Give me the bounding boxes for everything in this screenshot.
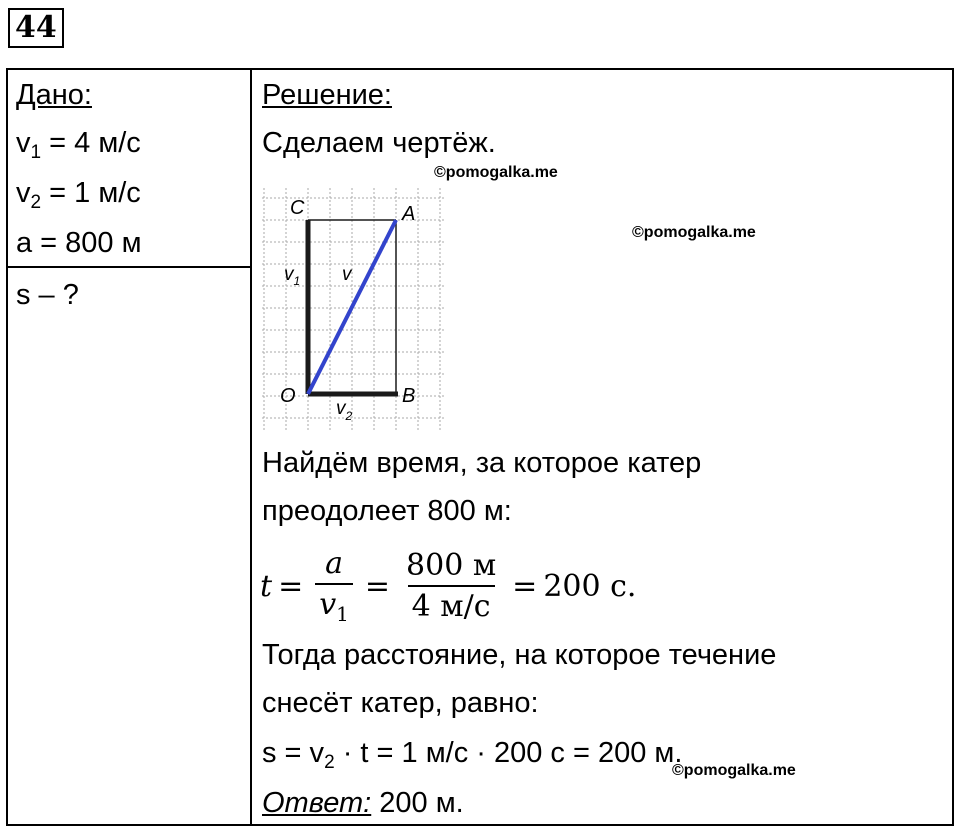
solution-line-overcome: преодолеет 800 м: [262,495,512,527]
formula-eq3: = [512,568,538,604]
calc-subscript: 2 [324,752,335,773]
fraction-a-numerator: a [325,546,343,581]
label-v1-sub: 1 [293,274,301,288]
den-v-symbol: v [319,587,337,622]
formula-eq1: = [278,568,304,604]
solution-line-calc [262,736,682,780]
v1-subscript: 1 [30,142,42,163]
watermark-2: ©pomogalka.me [632,224,756,241]
vector-diagram [262,186,448,434]
formula-t: t [260,568,273,604]
calc-pre: s = v [262,737,325,769]
label-v2-sub: 2 [345,409,353,423]
given-v2 [16,176,141,220]
given-find-divider [6,266,251,268]
given-title: Дано: [16,79,92,111]
formula-eq2: = [364,568,391,604]
fraction-800-numerator: 800 м [406,548,497,583]
fraction-800-over-4 [402,548,500,624]
given-a: a = 800 м [16,227,142,259]
formula-result: 200 с. [543,568,637,604]
time-formula [260,538,636,634]
label-o: O [280,385,296,407]
problem-number: 44 [8,8,64,48]
label-v1-sym: v [284,264,294,285]
solution-title: Решение: [262,79,392,111]
label-b: B [402,385,416,407]
v2-value: = 1 м/с [41,177,141,209]
answer-label: Ответ: [262,787,372,819]
find-s: s – ? [16,279,79,311]
answer-value: 200 м. [371,787,464,819]
label-v2 [336,398,353,423]
fraction-a-over-v1 [315,546,353,626]
den-v-subscript: 1 [336,602,349,626]
watermark-1: ©pomogalka.me [434,164,558,181]
solution-line-carry: снесёт катер, равно: [262,687,539,719]
table-column-divider [250,68,252,826]
label-a: A [402,203,416,225]
solution-line-find-time: Найдём время, за которое катер [262,447,702,479]
solution-line-distance: Тогда расстояние, на которое течение [262,639,777,671]
vector-v [308,220,396,394]
solution-line-draw: Сделаем чертёж. [262,127,496,159]
fraction-4-denominator: 4 м/с [408,585,495,624]
calc-post: · t = 1 м/с · 200 с = 200 м. [334,737,683,769]
fraction-v1-denominator [315,583,353,626]
answer-line [262,786,464,820]
given-v1 [16,126,141,170]
label-v2-sym: v [336,398,346,419]
label-v1 [284,264,300,288]
v2-symbol: v [16,177,31,209]
label-c: C [290,197,305,219]
v2-subscript: 2 [30,192,42,213]
watermark-3: ©pomogalka.me [672,762,796,779]
v1-symbol: v [16,127,31,159]
v1-value: = 4 м/с [41,127,141,159]
label-v: v [342,264,352,285]
